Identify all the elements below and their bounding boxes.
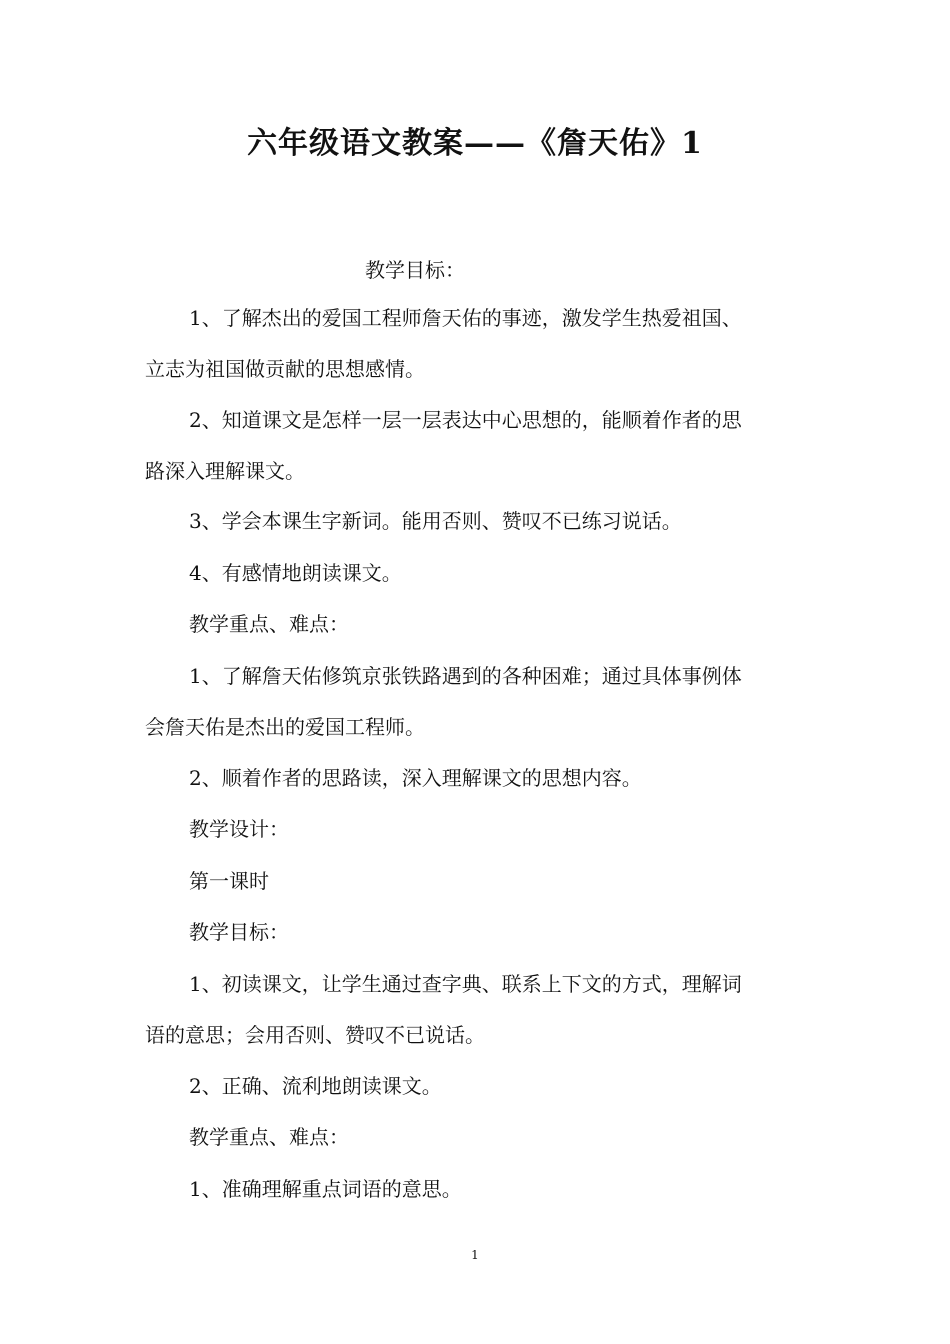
paragraph — [145, 548, 810, 599]
section-heading: 教学重点、难点： — [189, 1125, 349, 1149]
section-heading: 第一课时 — [189, 869, 269, 893]
paragraph — [145, 753, 810, 804]
paragraph-number: 2 — [189, 408, 202, 432]
paragraph-number: 1 — [189, 664, 202, 688]
paragraph-text: 、正确、流利地朗读课文。 — [201, 1074, 442, 1098]
paragraph-continuation: 语的意思；会用否则、赞叹不已说话。 — [145, 1023, 485, 1047]
paragraph-number: 2 — [189, 766, 202, 790]
paragraph — [145, 293, 810, 395]
paragraph-number: 1 — [189, 1177, 202, 1201]
paragraph-text: 、有感情地朗读课文。 — [201, 561, 402, 585]
paragraph-continuation: 立志为祖国做贡献的思想感情。 — [145, 357, 425, 381]
paragraph-text: 、了解詹天佑修筑京张铁路遇到的各种困难；通过具体事例体 — [201, 664, 742, 688]
paragraph — [145, 1061, 810, 1112]
paragraph — [145, 651, 810, 753]
teaching-goals-heading: 教学目标： — [365, 258, 465, 282]
paragraph-continuation: 路深入理解课文。 — [145, 459, 305, 483]
paragraph-continuation: 会詹天佑是杰出的爱国工程师。 — [145, 715, 425, 739]
paragraph — [145, 959, 810, 1061]
paragraph-number: 4 — [189, 561, 202, 585]
paragraph — [145, 1164, 810, 1215]
paragraph-number: 1 — [189, 306, 202, 330]
section-heading: 教学设计： — [189, 817, 289, 841]
paragraph-text: 、了解杰出的爱国工程师詹天佑的事迹，激发学生热爱祖国、 — [201, 306, 742, 330]
paragraph-number: 1 — [189, 972, 202, 996]
paragraph — [145, 395, 810, 497]
section-heading: 教学目标： — [189, 920, 289, 944]
paragraph-text: 、学会本课生字新词。能用否则、赞叹不已练习说话。 — [201, 509, 682, 533]
paragraph-text: 、顺着作者的思路读，深入理解课文的思想内容。 — [201, 766, 642, 790]
paragraph-text: 、准确理解重点词语的意思。 — [201, 1177, 462, 1201]
paragraph-text: 、知道课文是怎样一层一层表达中心思想的，能顺着作者的思 — [201, 408, 742, 432]
page-number: 1 — [471, 1248, 479, 1262]
section-heading: 教学重点、难点： — [189, 612, 349, 636]
document-title: 六年级语文教案——《詹天佑》1 — [247, 126, 703, 161]
paragraph-text: 、初读课文，让学生通过查字典、联系上下文的方式，理解词 — [201, 972, 742, 996]
paragraph-number: 3 — [189, 509, 202, 533]
paragraph — [145, 496, 810, 547]
paragraph-number: 2 — [189, 1074, 202, 1098]
